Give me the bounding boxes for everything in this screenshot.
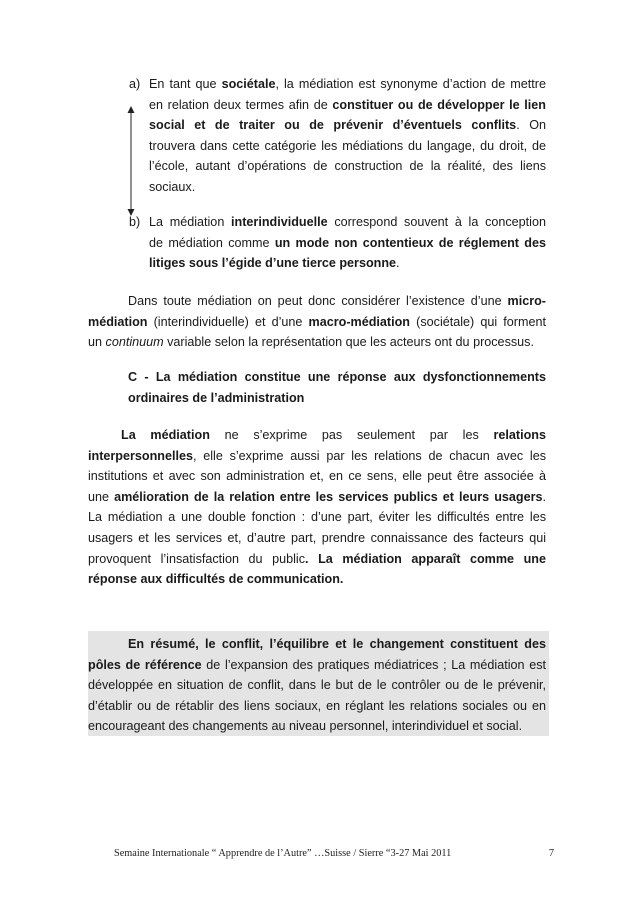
text-run: un mode non contentieux de réglement des (274, 235, 546, 250)
text-run: amélioration de la relation entre les services publics et leurs usagers (114, 489, 543, 504)
text-run: réponse aux difficultés de communication. (88, 572, 344, 587)
text-run: , la médiation est synonyme d’action de mettre (275, 77, 546, 91)
text-line (88, 716, 546, 737)
text-line (88, 569, 546, 590)
section-heading-c (128, 367, 546, 408)
page-footer (114, 848, 554, 859)
item-a-marker: a) (129, 77, 141, 91)
text-run: ordinaires de l’administration (128, 390, 305, 405)
text-line (88, 549, 546, 570)
text-line (88, 655, 546, 676)
text-line (88, 675, 546, 696)
text-run: En tant que (149, 77, 222, 91)
item-a-text (149, 74, 546, 198)
item-b-marker: b) (129, 215, 141, 229)
double-arrow-icon (126, 106, 136, 216)
item-b-text (149, 212, 546, 274)
text-line (88, 507, 546, 528)
text-line (149, 136, 546, 157)
text-run: l’école, autant d’opérations de construction de la réalité, des liens (149, 159, 546, 174)
text-run: relations (493, 428, 546, 442)
text-line (149, 74, 546, 95)
text-run: sociaux. (149, 179, 196, 194)
text-line (149, 212, 546, 233)
text-line (149, 177, 546, 198)
text-line (88, 312, 546, 333)
text-run: C - La médiation constitue une réponse aux dysfonctionnements (128, 370, 546, 384)
text-run: macro-médiation (308, 314, 411, 329)
text-run: usagers et les services et, d’autre part, prendre connaissance des facteurs qui (88, 530, 546, 545)
text-line (149, 233, 546, 254)
summary-text (88, 634, 546, 737)
text-line (149, 115, 546, 136)
text-run: correspond souvent à la conception (327, 215, 546, 229)
text-run: interindividuelle (231, 215, 328, 229)
text-line (88, 634, 546, 655)
text-run: La médiation (149, 215, 232, 229)
text-run: provoquent l’insatisfaction du public (88, 551, 306, 566)
text-run: institutions et avec son administration et, en ce sens, elle peut être associée à (88, 469, 546, 484)
text-run: . (396, 256, 400, 271)
text-run: . La médiation apparaît comme une (305, 551, 546, 566)
text-run: , elle s’exprime aussi par les relations de chacun avec les (192, 448, 546, 463)
text-run: Dans toute médiation on peut donc considérer l’existence d’une (128, 294, 508, 308)
text-line (128, 367, 546, 388)
text-line (88, 446, 546, 467)
text-run: d’établir ou de rétablir des liens sociaux, en réglant les relations sociales ou en (88, 698, 546, 713)
text-line (88, 696, 546, 717)
text-line (88, 332, 546, 353)
text-run: continuum (105, 335, 164, 350)
text-line (88, 466, 546, 487)
text-run: sociétale (221, 77, 276, 91)
text-line (88, 425, 546, 446)
text-run: de l’expansion des pratiques médiatrices ; La médiation est (201, 657, 546, 672)
text-run: La médiation a une double fonction : d’une part, éviter les difficultés entre les (88, 510, 546, 525)
text-run: . (542, 489, 546, 504)
text-line (149, 253, 546, 274)
text-run: constituer ou de développer le lien (332, 97, 547, 112)
footer-text: Semaine Internationale “ Apprendre de l’Autre” …Suisse / Sierre “3-27 Mai 2011 (114, 848, 452, 859)
text-run: . On (516, 118, 546, 133)
text-run: micro- (507, 294, 546, 308)
text-line (128, 388, 546, 409)
text-run: litiges sous l’égide d’une tierce personne (149, 256, 397, 271)
text-run: En résumé, le conflit, l’équilibre et le changement constituent des (128, 637, 546, 651)
text-line (88, 528, 546, 549)
page-number: 7 (548, 848, 554, 859)
text-run: ne s’exprime pas seulement par les (209, 428, 494, 442)
text-line (88, 291, 546, 312)
text-run: (interindividuelle) et d’une (147, 314, 309, 329)
text-run: trouvera dans cette catégorie les médiations du langage, du droit, de (149, 138, 546, 153)
text-line (149, 156, 546, 177)
paragraph-micro-macro (88, 291, 546, 353)
text-run: une (88, 489, 115, 504)
text-run: pôles de référence (88, 657, 202, 672)
text-run: un (88, 335, 106, 350)
text-run: développée en situation de conflit, dans le but de le contrôler ou de le prévenir, (88, 678, 546, 693)
text-run: La médiation (121, 428, 210, 442)
text-run: interpersonnelles (88, 448, 193, 463)
text-run: variable selon la représentation que les acteurs ont du processus. (163, 335, 534, 350)
paragraph-relations (88, 425, 546, 590)
text-line (149, 95, 546, 116)
text-run: social et de traiter ou de prévenir d’éventuels conflits (149, 118, 517, 133)
text-run: en relation deux termes afin de (149, 97, 333, 112)
text-run: encourageant des changements au niveau personnel, interindividuel et social. (88, 719, 523, 734)
text-run: médiation (88, 314, 148, 329)
text-run: (sociétale) qui forment (410, 314, 547, 329)
text-run: de médiation comme (149, 235, 275, 250)
text-line (88, 487, 546, 508)
